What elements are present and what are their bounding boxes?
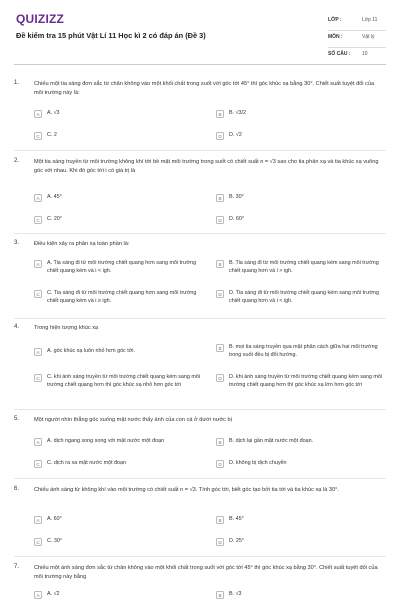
header [0, 0, 400, 62]
question-divider [14, 556, 386, 557]
question-divider [14, 409, 386, 410]
option-text: D. √2 [229, 132, 242, 138]
option-letter-box: B [216, 591, 224, 599]
option-letter-box: C [34, 374, 42, 382]
option-letter-box: A [34, 591, 42, 599]
question-number: 4. [14, 324, 20, 330]
option-text: C. 20° [47, 216, 63, 222]
option-letter-box: A [34, 194, 42, 202]
question-divider [14, 150, 386, 151]
meta-value: Lớp 11 [362, 17, 378, 23]
option-text: D. khi ánh sáng truyền từ môi trường chiết quang kém sang môi trường chiết quang hơn thì góc khúc xạ lớn hơn góc tới [229, 374, 383, 388]
question-number: 7. [14, 564, 20, 570]
option-letter-box: C [34, 216, 42, 224]
question-number: 6. [14, 486, 20, 492]
option-text: D. 25° [229, 538, 245, 544]
option-letter-box: C [34, 290, 42, 298]
option-letter-box: D [216, 290, 224, 298]
option-text: C. khi ánh sáng truyền từ môi trường chiết quang kém sang môi trường chiết quang hơn thì góc khúc xạ nhỏ hơn góc tới [47, 374, 201, 388]
page-title: Đề kiểm tra 15 phút Vật Lí 11 Học kì 2 có đáp án (Đề 3) [16, 31, 206, 40]
option-letter-box: B [216, 516, 224, 524]
option-text: B. √3/2 [229, 110, 247, 116]
question-number: 2. [14, 158, 20, 164]
option-letter-box: A [34, 348, 42, 356]
option-text: A. √3 [47, 110, 60, 116]
option-letter-box: D [216, 132, 224, 140]
option-text: A. 45° [47, 194, 62, 200]
option-text: B. dịch lại gần mặt nước một đoạn. [229, 438, 314, 444]
option-text: C. Tia sáng đi từ môi trường chiết quang hơn sang môi trường chiết quang kém và i ≥ igh. [47, 290, 197, 304]
option-text: A. √2 [47, 591, 60, 597]
meta-row-subject [328, 31, 386, 48]
option-letter-box: B [216, 110, 224, 118]
question-7 [14, 564, 386, 600]
question-divider [14, 233, 386, 234]
meta-value: Vật lý [362, 34, 375, 40]
meta-row-count [328, 48, 386, 65]
option-letter-box: D [216, 216, 224, 224]
option-letter-box: C [34, 132, 42, 140]
option-text: B. 30° [229, 194, 244, 200]
option-letter-box: A [34, 260, 42, 268]
question-2 [14, 158, 386, 233]
option-letter-box: D [216, 538, 224, 546]
meta-info [328, 14, 386, 65]
option-letter-box: B [216, 260, 224, 268]
option-text: D. 60° [229, 216, 245, 222]
option-letter-box: B [216, 194, 224, 202]
question-text: Một tia sáng truyền từ môi trường không khí tới bề mặt môi trường trong suốt có chiết suất n = √3 sao cho tia phản xạ và tia khúc xạ vuông góc với nhau. Khi đó góc tới i có giá trị là [34, 159, 379, 174]
option-text: C. dịch ra xa mặt nước một đoạn [47, 460, 127, 466]
question-divider [14, 318, 386, 319]
question-number: 3. [14, 240, 20, 246]
question-text: Chiếu một tia sáng đơn sắc từ chân không vào một khối chất trong suốt với góc tới 45° thì góc khúc xạ bằng 30°. Chiết suất tuyệt đối của môi trường này là: [34, 81, 375, 96]
question-5 [14, 416, 386, 478]
option-letter-box: B [216, 438, 224, 446]
option-text: B. mọi tia sáng truyền qua mặt phân cách giữa hai môi trường trong suốt đều bị đổi hướng. [229, 344, 378, 358]
option-text: C. 30° [47, 538, 63, 544]
option-letter-box: B [216, 344, 224, 352]
meta-label: LỚP : [328, 17, 342, 23]
question-number: 5. [14, 416, 20, 422]
header-divider [14, 64, 386, 65]
option-text: A. góc khúc xạ luôn nhỏ hơn góc tới. [47, 348, 135, 354]
question-6 [14, 486, 386, 556]
option-text: B. Tia sáng đi từ môi trường chiết quang kém sang môi trường chiết quang hơn và i > igh. [229, 260, 379, 274]
option-letter-box: A [34, 110, 42, 118]
question-3 [14, 240, 386, 318]
option-text: B. 45° [229, 516, 244, 522]
question-text: Chiếu một ánh sáng đơn sắc từ chân không vào một khối chất trong suốt với góc tới 45° thì góc khúc xạ bằng 30°. Chiết suất tuyệt đối của môi trường này bằng [34, 565, 378, 580]
question-number: 1. [14, 80, 20, 86]
option-letter-box: C [34, 538, 42, 546]
meta-label: MÔN : [328, 34, 343, 40]
option-letter-box: D [216, 460, 224, 468]
option-text: C. 2 [47, 132, 57, 138]
meta-value: 10 [362, 51, 368, 57]
option-text: A. dịch ngang song song với mặt nước một đoạn [47, 438, 165, 444]
meta-row-class [328, 14, 386, 31]
question-text: Chiếu ánh sáng từ không khí vào môi trường có chiết suất n = √3. Tính góc tới, biết góc tạo bởi tia tới và tia khúc xạ là 30°. [34, 487, 339, 493]
question-text: Điều kiện xảy ra phản xạ toàn phần là: [34, 241, 130, 247]
option-text: B. √3 [229, 591, 242, 597]
option-letter-box: A [34, 438, 42, 446]
meta-label: SỐ CÂU : [328, 51, 351, 57]
option-text: A. Tia sáng đi từ môi trường chiết quang hơn sang môi trường chiết quang kém và i < igh. [47, 260, 197, 274]
question-divider [14, 478, 386, 479]
question-text: Trong hiện tượng khúc xạ [34, 325, 99, 331]
quizizz-logo: QUIZIZZ [16, 12, 65, 26]
option-letter-box: D [216, 374, 224, 382]
question-text: Một người nhìn thẳng góc xuống mặt nước thấy ảnh của con cá ở dưới nước bị [34, 417, 232, 423]
question-1 [14, 80, 386, 150]
option-text: D. không bị dịch chuyển [229, 460, 287, 466]
option-text: D. Tia sáng đi từ môi trường chiết quang kém sang môi trường chiết quang hơn và i < igh. [229, 290, 380, 304]
question-4 [14, 324, 386, 409]
option-text: A. 60° [47, 516, 62, 522]
option-letter-box: A [34, 516, 42, 524]
option-letter-box: C [34, 460, 42, 468]
